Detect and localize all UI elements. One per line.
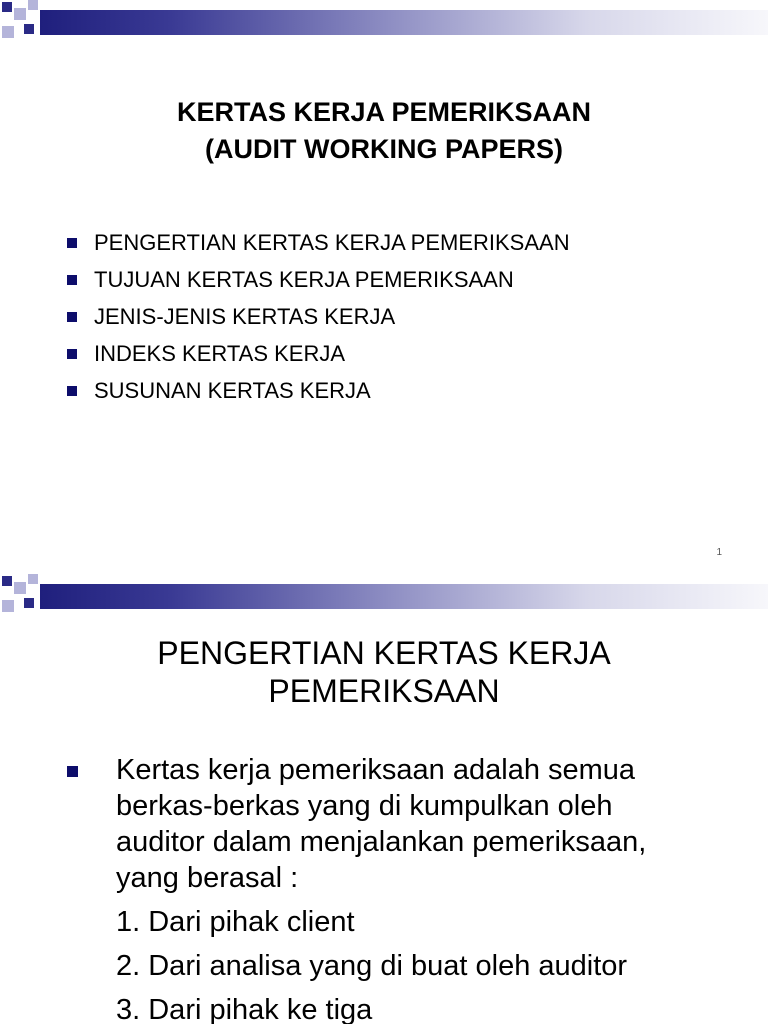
square-icon <box>28 0 38 10</box>
square-icon <box>24 598 34 608</box>
title-line: (AUDIT WORKING PAPERS) <box>205 134 563 164</box>
square-icon <box>2 576 12 586</box>
square-bullet-icon <box>67 312 77 322</box>
square-icon <box>2 26 14 38</box>
source-item: 1. Dari pihak client <box>116 906 355 938</box>
square-icon <box>14 8 26 20</box>
slide-title <box>0 94 768 168</box>
list-item <box>64 228 570 265</box>
title-line: KERTAS KERJA PEMERIKSAAN <box>176 97 592 127</box>
square-bullet-icon <box>67 766 78 777</box>
list-item <box>64 302 570 339</box>
list-item-text: JENIS-JENIS KERTAS KERJA <box>94 304 396 329</box>
source-item: 2. Dari analisa yang di buat oleh auditor <box>116 950 628 982</box>
square-icon <box>2 2 12 12</box>
list-item <box>64 339 570 376</box>
topic-list <box>64 228 570 413</box>
list-item-text: SUSUNAN KERTAS KERJA <box>94 378 371 403</box>
list-item-text: INDEKS KERTAS KERJA <box>94 341 346 366</box>
definition-paragraph <box>64 752 704 896</box>
square-icon <box>14 582 26 594</box>
header-decoration <box>0 0 768 48</box>
square-icon <box>2 600 14 612</box>
header-gradient-bar <box>40 10 768 35</box>
square-icon <box>28 574 38 584</box>
square-bullet-icon <box>67 349 77 359</box>
slide-title <box>0 634 768 710</box>
source-item: 3. Dari pihak ke tiga <box>116 994 373 1024</box>
list-item-text: TUJUAN KERTAS KERJA PEMERIKSAAN <box>94 267 514 292</box>
slide-body <box>64 752 704 1024</box>
list-item <box>64 265 570 302</box>
slide-number: 1 <box>716 547 722 558</box>
square-bullet-icon <box>67 386 77 396</box>
header-gradient-bar <box>40 584 768 609</box>
square-icon <box>24 24 34 34</box>
square-bullet-icon <box>67 238 77 248</box>
title-line: PENGERTIAN KERTAS KERJA <box>157 635 611 671</box>
paragraph-text: Kertas kerja pemeriksaan adalah semua berkas-berkas yang di kumpulkan oleh auditor dalam menjalankan pemeriksaan, yang berasal : <box>116 754 647 894</box>
header-decoration <box>0 574 768 622</box>
square-bullet-icon <box>67 275 77 285</box>
title-line: PEMERIKSAAN <box>268 673 500 709</box>
list-item <box>64 376 570 413</box>
list-item-text: PENGERTIAN KERTAS KERJA PEMERIKSAAN <box>94 230 570 255</box>
slide-2 <box>0 574 768 1024</box>
